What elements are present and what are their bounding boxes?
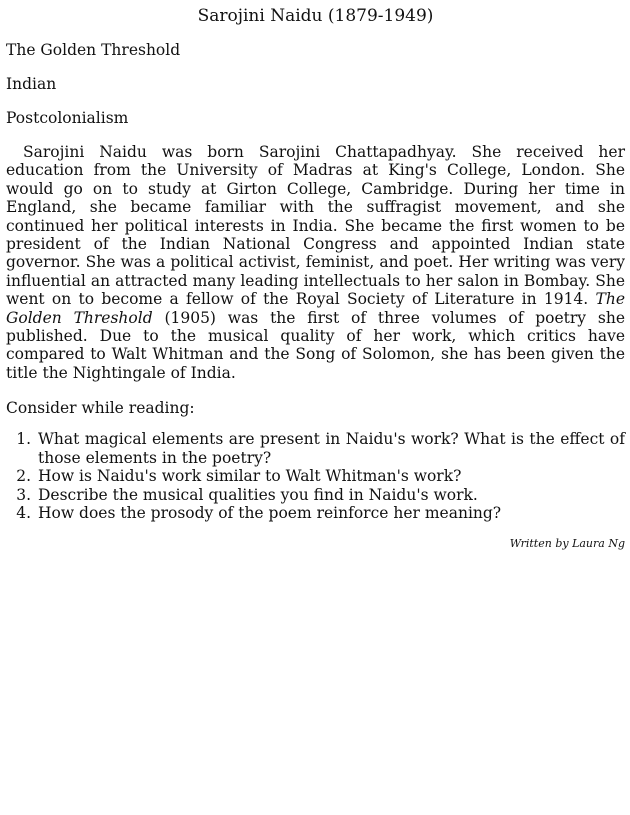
reading-question: 3. Describe the musical qualities you find in Naidu's work. xyxy=(36,486,625,504)
biography-paragraph xyxy=(6,143,625,382)
reading-question: 4. How does the prosody of the poem reinforce her meaning? xyxy=(36,504,625,522)
reading-question: 2. How is Naidu's work similar to Walt Whitman's work? xyxy=(36,467,625,485)
literary-movement: Postcolonialism xyxy=(6,109,129,127)
nationality: Indian xyxy=(6,75,57,93)
biography-text-part-1: Sarojini Naidu was born Sarojini Chattapadhyay. She received her education from the University of Madras at King's College, London. She would go on to study at Girton College, Cambridge. During her time in England, she became familiar with the suffragist movement, and she continued her political interests in India. She became the first women to be president of the Indian National Congress and appointed Indian state governor. She was a political activist, feminist, and poet. Her writing was very influential an attracted many leading intellectuals to her salon in Bombay. She went on to become a fellow of the Royal Society of Literature in 1914. xyxy=(6,143,625,309)
reading-question: 1. What magical elements are present in Naidu's work? What is the effect of those elements in the poetry? xyxy=(36,430,625,467)
page-title: Sarojini Naidu (1879-1949) xyxy=(197,6,434,26)
work-title: The Golden Threshold xyxy=(6,41,181,59)
biography-text-part-2: (1905) was the first of three volumes of poetry she published. Due to the musical quality of her work, which critics have compared to Walt Whitman and the Song of Solomon, she has been given the title the Nightingale of India. xyxy=(6,308,625,382)
author-credit: Written by Laura Ng xyxy=(509,537,625,551)
reading-questions-list xyxy=(6,430,625,522)
consider-heading: Consider while reading: xyxy=(6,399,195,418)
document-page xyxy=(6,0,625,551)
biography-book-title: The Golden Threshold xyxy=(6,290,625,327)
